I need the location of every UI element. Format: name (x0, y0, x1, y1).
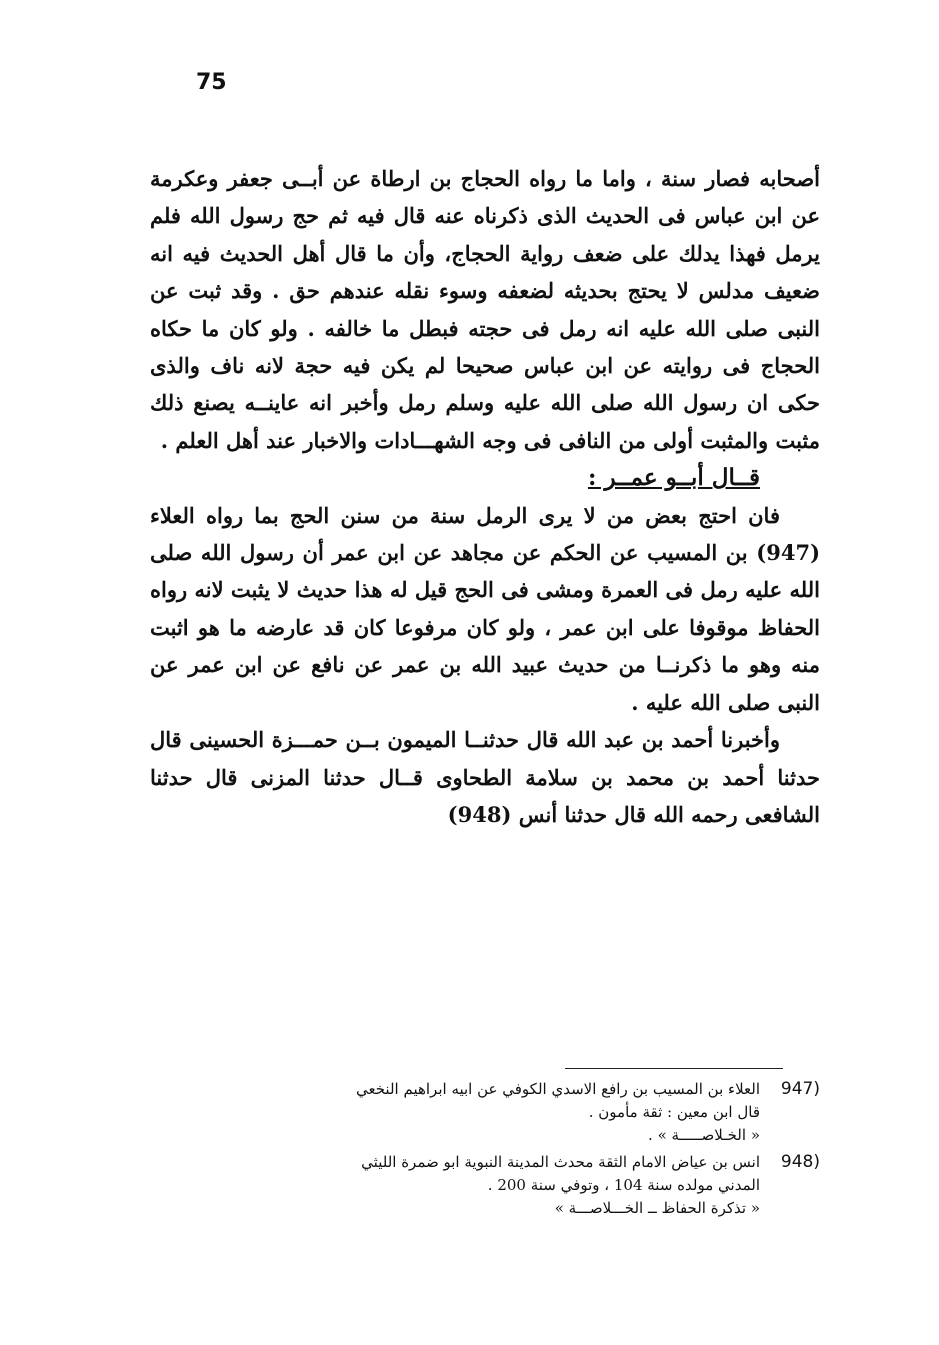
paragraph-3: وأخبرنا أحمد بن عبد الله قال حدثنــا الميمون بــن حمـــزة الحسينى قال حدثنا أحمد بن محمد بن سلامة الطحاوى قــال حدثنا المزنى قال حدثنا الشافعى رحمه الله قال حدثنا أنس (948) (150, 727, 820, 827)
footnotes (150, 1078, 820, 1224)
footnote-line: « الخـلاصـــــة » . (648, 1126, 760, 1144)
page-number: 75 (196, 70, 227, 95)
main-text (150, 160, 820, 833)
footnote-divider (565, 1068, 783, 1069)
footnote-line: العلاء بن المسيب بن رافع الاسدي الكوفي عن ابيه ابراهيم النخعي (356, 1080, 760, 1098)
section-heading: قــال أبــو عمــر : (587, 464, 760, 492)
footnote-line: « تذكرة الحفاظ ــ الخـــلاصـــة » (554, 1199, 760, 1217)
footnote-948 (150, 1151, 820, 1220)
paragraph-1: أصحابه فصار سنة ، واما ما رواه الحجاج بن ارطاة عن أبــى جعفر وعكرمة عن ابن عباس فى الحديث الذى ذكرناه عنه قال فيه ثم حج رسول الله فلم يرمل فهذا يدلك على ضعف رواية الحجاج، وأن ما قال أهل الحديث فيه انه ضعيف مدلس لا يحتج بحديثه لضعفه وسوء نقله عندهم حق . وقد ثبت عن النبى صلى الله عليه انه رمل فى حجته فبطل ما خالفه . ولو كان ما حكاه الحجاج فى روايته عن ابن عباس صحيحا لم يكن فيه حجة لانه ناف والذى حكى ان رسول الله صلى الله عليه وسلم رمل وأخبر انه عاينــه يصنع ذلك مثبت والمثبت أولى من النافى فى وجه الشهـــادات والاخبار عند أهل العلم . (150, 166, 820, 453)
footnote-line: انس بن عياض الامام الثقة محدث المدينة النبوية ابو ضمرة الليثي (361, 1153, 760, 1171)
footnote-line: المدني مولده سنة 104 ، وتوفي سنة 200 . (487, 1176, 760, 1194)
footnote-947 (150, 1078, 820, 1147)
footnote-number: 948) (780, 1152, 820, 1172)
footnote-number: 947) (780, 1079, 820, 1099)
paragraph-2: فان احتج بعض من لا يرى الرمل سنة من سنن الحج بما رواه العلاء (947) بن المسيب عن الحكم عن مجاهد عن ابن عمر أن رسول الله صلى الله عليه رمل فى العمرة ومشى فى الحج قيل له هذا حديث لا يثبت لانه رواه الحفاظ موقوفا على ابن عمر ، ولو كان مرفوعا كان قد عارضه ما هو اثبت منه وهو ما ذكرنــا من حديث عبيد الله بن عمر عن نافع عن ابن عمر عن النبى صلى الله عليه . (150, 502, 820, 715)
footnote-line: قال ابن معين : ثقة مأمون . (588, 1103, 760, 1121)
footnote-body (150, 1078, 760, 1147)
footnote-body (150, 1151, 760, 1220)
